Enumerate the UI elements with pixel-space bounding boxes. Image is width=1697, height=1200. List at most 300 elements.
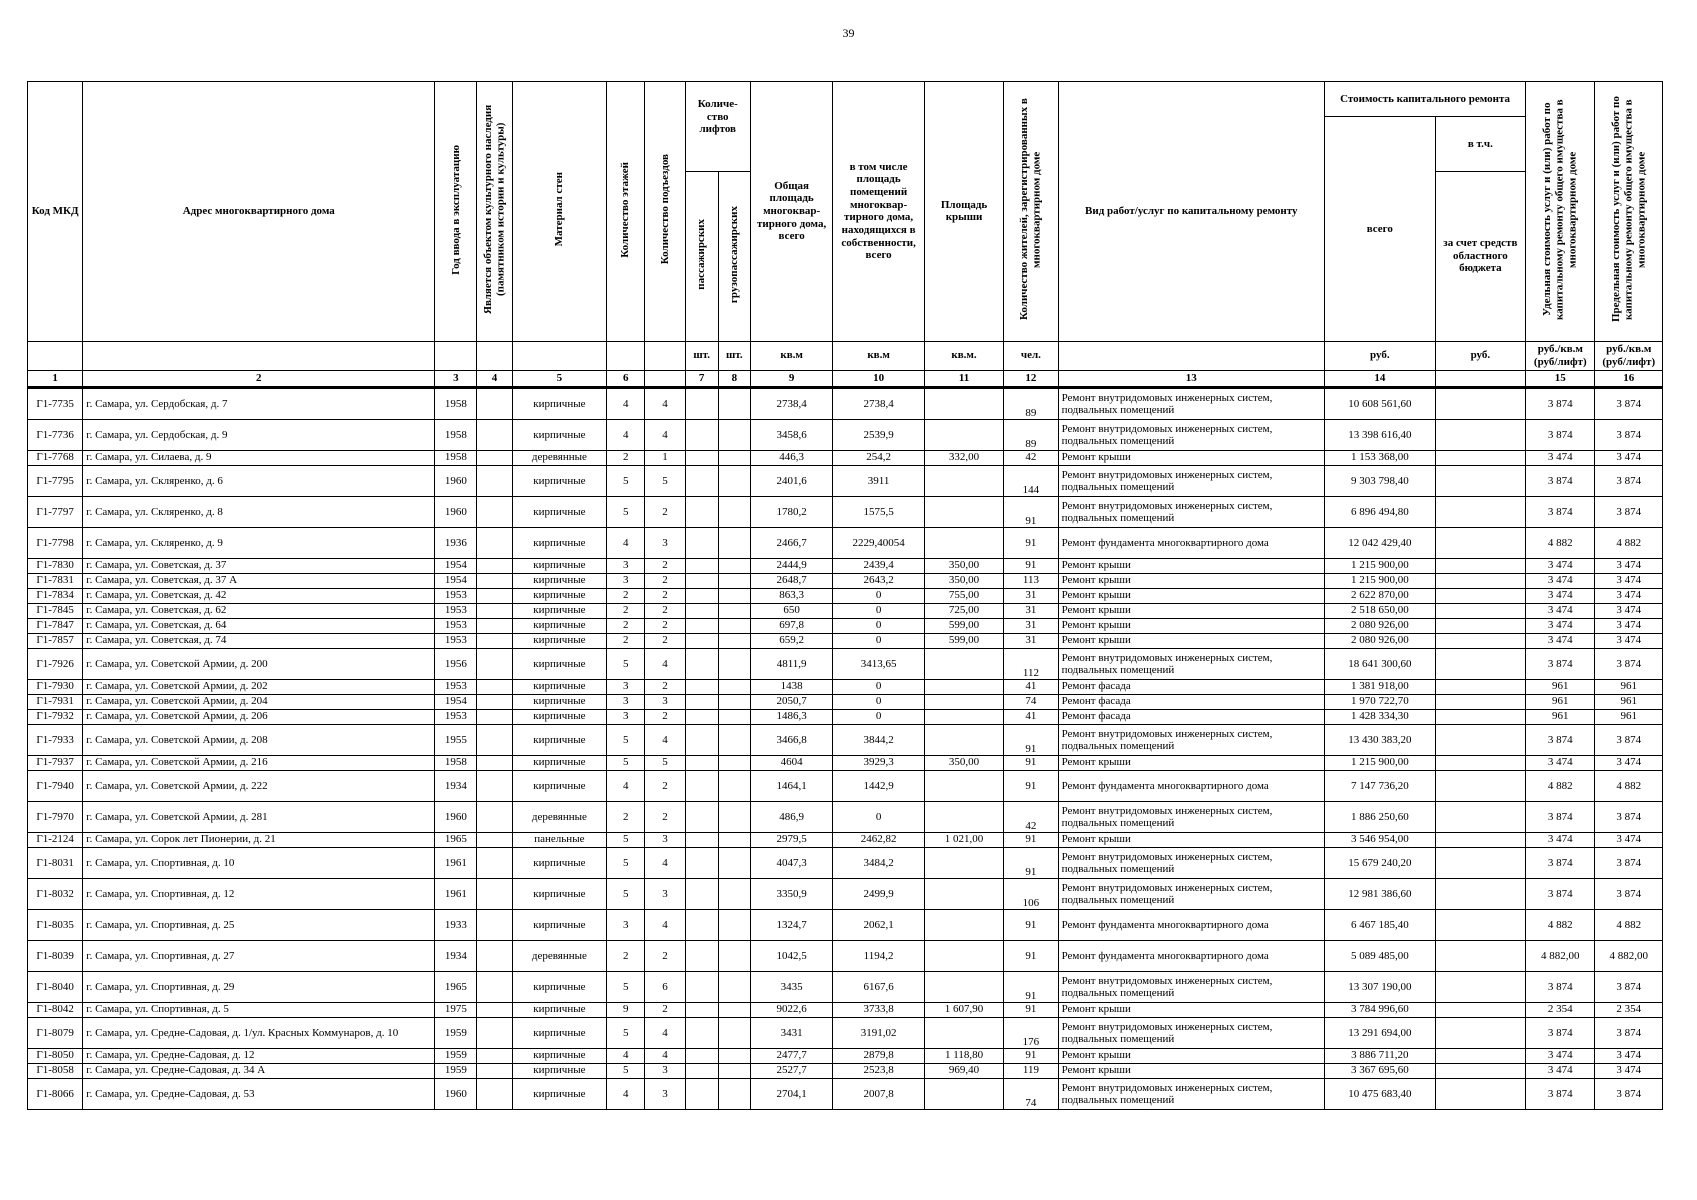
row-residents: 144 [1004, 465, 1058, 496]
row-cost-regional [1435, 832, 1526, 847]
row-roof-area [924, 878, 1003, 909]
row-owned-area: 2439,4 [833, 558, 925, 573]
row-year: 1958 [435, 450, 477, 465]
col-limit-cost: Предельная стоимость услуг и (или) работ по капитальному ремонту общего имущества в многоквартирном доме [1609, 96, 1648, 323]
row-walls: кирпичные [512, 1078, 607, 1109]
row-residents: 42 [1004, 450, 1058, 465]
row-cost-regional [1435, 724, 1526, 755]
row-lifts-passenger [685, 1017, 718, 1048]
row-address: г. Самара, ул. Скляренко, д. 6 [83, 465, 435, 496]
row-entrances: 4 [645, 387, 685, 419]
row-roof-area: 350,00 [924, 573, 1003, 588]
row-unit-cost: 3 874 [1526, 724, 1595, 755]
row-walls: кирпичные [512, 1063, 607, 1078]
row-heritage [477, 558, 512, 573]
row-cost-total: 3 546 954,00 [1325, 832, 1436, 847]
row-limit-cost: 3 474 [1595, 588, 1663, 603]
row-lifts-cargo [718, 573, 750, 588]
row-residents: 91 [1004, 527, 1058, 558]
table-row [28, 909, 1663, 940]
row-year: 1959 [435, 1017, 477, 1048]
row-roof-area: 755,00 [924, 588, 1003, 603]
row-entrances: 2 [645, 679, 685, 694]
row-lifts-passenger [685, 878, 718, 909]
row-entrances: 4 [645, 909, 685, 940]
row-year: 1934 [435, 770, 477, 801]
row-total-area: 3350,9 [750, 878, 832, 909]
row-code: Г1-2124 [28, 832, 83, 847]
row-year: 1961 [435, 878, 477, 909]
row-entrances: 2 [645, 588, 685, 603]
row-year: 1954 [435, 558, 477, 573]
row-cost-total: 7 147 736,20 [1325, 770, 1436, 801]
row-cost-total: 2 080 926,00 [1325, 618, 1436, 633]
row-floors: 3 [607, 694, 645, 709]
row-owned-area: 254,2 [833, 450, 925, 465]
row-total-area: 2401,6 [750, 465, 832, 496]
row-address: г. Самара, ул. Советская, д. 37 [83, 558, 435, 573]
row-cost-regional [1435, 1002, 1526, 1017]
row-work-type: Ремонт внутридомовых инженерных систем, подвальных помещений [1058, 1078, 1324, 1109]
row-year: 1953 [435, 633, 477, 648]
row-address: г. Самара, ул. Спортивная, д. 10 [83, 847, 435, 878]
row-floors: 3 [607, 679, 645, 694]
row-code: Г1-7926 [28, 648, 83, 679]
table-row [28, 801, 1663, 832]
row-floors: 2 [607, 450, 645, 465]
row-year: 1958 [435, 387, 477, 419]
row-floors: 3 [607, 709, 645, 724]
row-code: Г1-7970 [28, 801, 83, 832]
row-address: г. Самара, ул. Силаева, д. 9 [83, 450, 435, 465]
row-lifts-passenger [685, 1063, 718, 1078]
row-lifts-passenger [685, 387, 718, 419]
row-year: 1954 [435, 573, 477, 588]
row-cost-regional [1435, 709, 1526, 724]
row-heritage [477, 1017, 512, 1048]
row-entrances: 1 [645, 450, 685, 465]
row-roof-area [924, 465, 1003, 496]
row-cost-regional [1435, 633, 1526, 648]
row-entrances: 6 [645, 971, 685, 1002]
table-row [28, 940, 1663, 971]
row-limit-cost: 3 474 [1595, 832, 1663, 847]
colnum: 15 [1526, 370, 1595, 387]
row-owned-area: 2229,40054 [833, 527, 925, 558]
row-unit-cost: 3 474 [1526, 1048, 1595, 1063]
row-lifts-cargo [718, 1078, 750, 1109]
unit-rub: руб. [1325, 341, 1436, 370]
col-total-area: Общая площадь многоквар-тирного дома, всего [750, 82, 832, 342]
table-row [28, 588, 1663, 603]
col-residents: Количество жителей, зарегистрированных в многоквартирном доме [1018, 98, 1043, 321]
row-address: г. Самара, ул. Спортивная, д. 29 [83, 971, 435, 1002]
row-code: Г1-8079 [28, 1017, 83, 1048]
row-code: Г1-7847 [28, 618, 83, 633]
row-cost-total: 6 467 185,40 [1325, 909, 1436, 940]
row-heritage [477, 801, 512, 832]
row-walls: кирпичные [512, 465, 607, 496]
row-walls: кирпичные [512, 573, 607, 588]
row-total-area: 1042,5 [750, 940, 832, 971]
row-heritage [477, 1063, 512, 1078]
row-cost-regional [1435, 387, 1526, 419]
row-residents: 42 [1004, 801, 1058, 832]
row-lifts-passenger [685, 801, 718, 832]
row-year: 1961 [435, 847, 477, 878]
table-row [28, 679, 1663, 694]
row-floors: 5 [607, 755, 645, 770]
row-limit-cost: 3 874 [1595, 878, 1663, 909]
table-row [28, 847, 1663, 878]
row-owned-area: 0 [833, 679, 925, 694]
row-residents: 119 [1004, 1063, 1058, 1078]
row-total-area: 1324,7 [750, 909, 832, 940]
row-cost-total: 13 430 383,20 [1325, 724, 1436, 755]
row-unit-cost: 961 [1526, 694, 1595, 709]
row-floors: 4 [607, 387, 645, 419]
row-heritage [477, 1048, 512, 1063]
row-walls: кирпичные [512, 755, 607, 770]
row-address: г. Самара, ул. Советской Армии, д. 200 [83, 648, 435, 679]
row-cost-regional [1435, 847, 1526, 878]
row-floors: 2 [607, 940, 645, 971]
row-lifts-passenger [685, 940, 718, 971]
row-roof-area [924, 847, 1003, 878]
row-address: г. Самара, ул. Спортивная, д. 12 [83, 878, 435, 909]
row-address: г. Самара, ул. Советской Армии, д. 206 [83, 709, 435, 724]
row-lifts-cargo [718, 465, 750, 496]
row-floors: 4 [607, 770, 645, 801]
row-address: г. Самара, ул. Спортивная, д. 27 [83, 940, 435, 971]
row-lifts-passenger [685, 558, 718, 573]
row-lifts-passenger [685, 1078, 718, 1109]
row-entrances: 3 [645, 694, 685, 709]
row-lifts-cargo [718, 755, 750, 770]
row-roof-area [924, 801, 1003, 832]
row-owned-area: 2523,8 [833, 1063, 925, 1078]
row-entrances: 4 [645, 419, 685, 450]
row-roof-area [924, 679, 1003, 694]
row-heritage [477, 588, 512, 603]
row-total-area: 863,3 [750, 588, 832, 603]
row-lifts-passenger [685, 679, 718, 694]
row-total-area: 2050,7 [750, 694, 832, 709]
row-roof-area [924, 909, 1003, 940]
row-floors: 4 [607, 527, 645, 558]
unit-rate: руб./кв.м (руб/лифт) [1595, 341, 1663, 370]
row-limit-cost: 3 474 [1595, 1063, 1663, 1078]
unit-sqm: кв.м [750, 341, 832, 370]
row-cost-total: 5 089 485,00 [1325, 940, 1436, 971]
row-code: Г1-8040 [28, 971, 83, 1002]
row-year: 1958 [435, 755, 477, 770]
row-cost-regional [1435, 1048, 1526, 1063]
row-address: г. Самара, ул. Советской Армии, д. 281 [83, 801, 435, 832]
table-row [28, 387, 1663, 419]
row-roof-area [924, 387, 1003, 419]
row-code: Г1-7937 [28, 755, 83, 770]
table-row [28, 878, 1663, 909]
row-total-area: 1486,3 [750, 709, 832, 724]
table-row [28, 1063, 1663, 1078]
row-roof-area: 350,00 [924, 755, 1003, 770]
row-walls: кирпичные [512, 724, 607, 755]
row-limit-cost: 3 474 [1595, 755, 1663, 770]
row-roof-area [924, 648, 1003, 679]
col-unit-cost: Удельная стоимость услуг и (или) работ по капитальному ремонту общего имущества в многоквартирном доме [1541, 99, 1579, 320]
row-work-type: Ремонт крыши [1058, 832, 1324, 847]
table-row [28, 724, 1663, 755]
row-floors: 5 [607, 847, 645, 878]
row-heritage [477, 618, 512, 633]
row-lifts-passenger [685, 724, 718, 755]
row-heritage [477, 755, 512, 770]
row-total-area: 2979,5 [750, 832, 832, 847]
row-owned-area: 3929,3 [833, 755, 925, 770]
row-owned-area: 2462,82 [833, 832, 925, 847]
row-address: г. Самара, ул. Средне-Садовая, д. 34 А [83, 1063, 435, 1078]
col-lifts: Количе-ство лифтов [685, 82, 750, 172]
row-limit-cost: 3 474 [1595, 633, 1663, 648]
row-entrances: 2 [645, 940, 685, 971]
row-limit-cost: 3 874 [1595, 648, 1663, 679]
row-year: 1959 [435, 1048, 477, 1063]
row-unit-cost: 3 474 [1526, 755, 1595, 770]
colnum [1435, 370, 1526, 387]
row-owned-area: 0 [833, 603, 925, 618]
table-row [28, 558, 1663, 573]
colnum: 8 [718, 370, 750, 387]
table-row [28, 465, 1663, 496]
row-cost-regional [1435, 573, 1526, 588]
row-work-type: Ремонт внутридомовых инженерных систем, подвальных помещений [1058, 971, 1324, 1002]
row-address: г. Самара, ул. Советской Армии, д. 208 [83, 724, 435, 755]
colnum: 10 [833, 370, 925, 387]
table-row [28, 419, 1663, 450]
table-row [28, 832, 1663, 847]
row-work-type: Ремонт крыши [1058, 618, 1324, 633]
row-year: 1933 [435, 909, 477, 940]
row-work-type: Ремонт крыши [1058, 588, 1324, 603]
row-heritage [477, 709, 512, 724]
row-year: 1960 [435, 496, 477, 527]
row-code: Г1-7795 [28, 465, 83, 496]
row-lifts-passenger [685, 419, 718, 450]
table-row [28, 1017, 1663, 1048]
row-cost-regional [1435, 1017, 1526, 1048]
row-total-area: 3458,6 [750, 419, 832, 450]
row-residents: 91 [1004, 1002, 1058, 1017]
row-floors: 5 [607, 878, 645, 909]
row-lifts-cargo [718, 909, 750, 940]
row-code: Г1-7933 [28, 724, 83, 755]
row-unit-cost: 3 474 [1526, 603, 1595, 618]
row-residents: 41 [1004, 709, 1058, 724]
row-lifts-passenger [685, 770, 718, 801]
row-floors: 3 [607, 558, 645, 573]
row-limit-cost: 961 [1595, 694, 1663, 709]
row-address: г. Самара, ул. Сорок лет Пионерии, д. 21 [83, 832, 435, 847]
row-heritage [477, 387, 512, 419]
row-cost-regional [1435, 588, 1526, 603]
row-lifts-cargo [718, 648, 750, 679]
row-code: Г1-8058 [28, 1063, 83, 1078]
row-owned-area: 3911 [833, 465, 925, 496]
row-code: Г1-7797 [28, 496, 83, 527]
col-lifts-passenger: пассажирских [695, 218, 708, 290]
row-work-type: Ремонт крыши [1058, 755, 1324, 770]
row-cost-regional [1435, 755, 1526, 770]
row-floors: 5 [607, 648, 645, 679]
row-roof-area: 1 021,00 [924, 832, 1003, 847]
row-address: г. Самара, ул. Советская, д. 42 [83, 588, 435, 603]
row-entrances: 2 [645, 633, 685, 648]
row-walls: кирпичные [512, 558, 607, 573]
row-cost-regional [1435, 878, 1526, 909]
row-work-type: Ремонт фасада [1058, 709, 1324, 724]
table-row [28, 1002, 1663, 1017]
row-cost-regional [1435, 618, 1526, 633]
row-unit-cost: 961 [1526, 709, 1595, 724]
row-residents: 176 [1004, 1017, 1058, 1048]
row-walls: кирпичные [512, 770, 607, 801]
row-entrances: 4 [645, 648, 685, 679]
row-floors: 2 [607, 588, 645, 603]
row-lifts-passenger [685, 603, 718, 618]
row-total-area: 4047,3 [750, 847, 832, 878]
row-total-area: 2477,7 [750, 1048, 832, 1063]
row-address: г. Самара, ул. Советская, д. 64 [83, 618, 435, 633]
row-address: г. Самара, ул. Советской Армии, д. 202 [83, 679, 435, 694]
row-lifts-passenger [685, 1048, 718, 1063]
row-cost-total: 15 679 240,20 [1325, 847, 1436, 878]
row-owned-area: 0 [833, 618, 925, 633]
row-cost-total: 1 428 334,30 [1325, 709, 1436, 724]
row-entrances: 3 [645, 832, 685, 847]
col-entrances: Количество подъездов [658, 154, 671, 265]
row-cost-regional [1435, 603, 1526, 618]
table-row [28, 603, 1663, 618]
row-residents: 31 [1004, 618, 1058, 633]
row-unit-cost: 3 874 [1526, 648, 1595, 679]
row-owned-area: 0 [833, 694, 925, 709]
colnum: 14 [1325, 370, 1436, 387]
row-code: Г1-7735 [28, 387, 83, 419]
row-walls: кирпичные [512, 694, 607, 709]
row-floors: 9 [607, 1002, 645, 1017]
row-floors: 3 [607, 573, 645, 588]
row-work-type: Ремонт фундамента многоквартирного дома [1058, 909, 1324, 940]
table-row [28, 527, 1663, 558]
row-owned-area: 1575,5 [833, 496, 925, 527]
row-entrances: 3 [645, 1063, 685, 1078]
row-lifts-cargo [718, 1063, 750, 1078]
table-row [28, 450, 1663, 465]
row-code: Г1-8042 [28, 1002, 83, 1017]
row-heritage [477, 679, 512, 694]
row-work-type: Ремонт фундамента многоквартирного дома [1058, 527, 1324, 558]
row-cost-regional [1435, 940, 1526, 971]
row-code: Г1-8050 [28, 1048, 83, 1063]
row-total-area: 486,9 [750, 801, 832, 832]
row-residents: 91 [1004, 971, 1058, 1002]
row-unit-cost: 3 874 [1526, 847, 1595, 878]
row-address: г. Самара, ул. Сердобская, д. 7 [83, 387, 435, 419]
row-cost-total: 2 518 650,00 [1325, 603, 1436, 618]
colnum: 6 [607, 370, 645, 387]
row-cost-regional [1435, 419, 1526, 450]
row-work-type: Ремонт внутридомовых инженерных систем, подвальных помещений [1058, 801, 1324, 832]
row-lifts-cargo [718, 847, 750, 878]
row-roof-area: 599,00 [924, 618, 1003, 633]
row-unit-cost: 3 474 [1526, 450, 1595, 465]
unit-pcs: шт. [718, 341, 750, 370]
row-unit-cost: 3 874 [1526, 465, 1595, 496]
row-work-type: Ремонт внутридомовых инженерных систем, подвальных помещений [1058, 878, 1324, 909]
row-limit-cost: 961 [1595, 709, 1663, 724]
row-entrances: 2 [645, 496, 685, 527]
row-floors: 5 [607, 832, 645, 847]
row-cost-total: 10 475 683,40 [1325, 1078, 1436, 1109]
row-owned-area: 0 [833, 633, 925, 648]
colnum: 2 [83, 370, 435, 387]
row-cost-total: 1 153 368,00 [1325, 450, 1436, 465]
row-entrances: 3 [645, 527, 685, 558]
row-limit-cost: 4 882 [1595, 527, 1663, 558]
row-owned-area: 1194,2 [833, 940, 925, 971]
row-residents: 91 [1004, 755, 1058, 770]
unit-pcs: шт. [685, 341, 718, 370]
row-heritage [477, 633, 512, 648]
row-cost-regional [1435, 558, 1526, 573]
row-lifts-passenger [685, 465, 718, 496]
row-limit-cost: 4 882 [1595, 770, 1663, 801]
row-year: 1953 [435, 709, 477, 724]
row-walls: кирпичные [512, 527, 607, 558]
row-code: Г1-8032 [28, 878, 83, 909]
row-total-area: 697,8 [750, 618, 832, 633]
row-lifts-cargo [718, 971, 750, 1002]
row-owned-area: 3733,8 [833, 1002, 925, 1017]
row-owned-area: 2499,9 [833, 878, 925, 909]
row-floors: 2 [607, 633, 645, 648]
row-year: 1955 [435, 724, 477, 755]
row-residents: 31 [1004, 603, 1058, 618]
row-floors: 4 [607, 1078, 645, 1109]
row-unit-cost: 3 474 [1526, 618, 1595, 633]
row-walls: кирпичные [512, 909, 607, 940]
row-heritage [477, 832, 512, 847]
row-lifts-passenger [685, 588, 718, 603]
row-residents: 89 [1004, 419, 1058, 450]
row-entrances: 5 [645, 465, 685, 496]
table-row [28, 755, 1663, 770]
row-limit-cost: 4 882,00 [1595, 940, 1663, 971]
row-limit-cost: 3 874 [1595, 1017, 1663, 1048]
row-limit-cost: 3 474 [1595, 1048, 1663, 1063]
row-residents: 112 [1004, 648, 1058, 679]
row-floors: 2 [607, 603, 645, 618]
row-unit-cost: 3 874 [1526, 387, 1595, 419]
row-lifts-cargo [718, 832, 750, 847]
row-floors: 5 [607, 1017, 645, 1048]
row-unit-cost: 3 474 [1526, 588, 1595, 603]
row-lifts-cargo [718, 770, 750, 801]
row-work-type: Ремонт крыши [1058, 558, 1324, 573]
col-owned-area: в том числе площадь помещений многоквар-тирного дома, находящихся в собственности, всего [833, 82, 925, 342]
row-owned-area: 2539,9 [833, 419, 925, 450]
